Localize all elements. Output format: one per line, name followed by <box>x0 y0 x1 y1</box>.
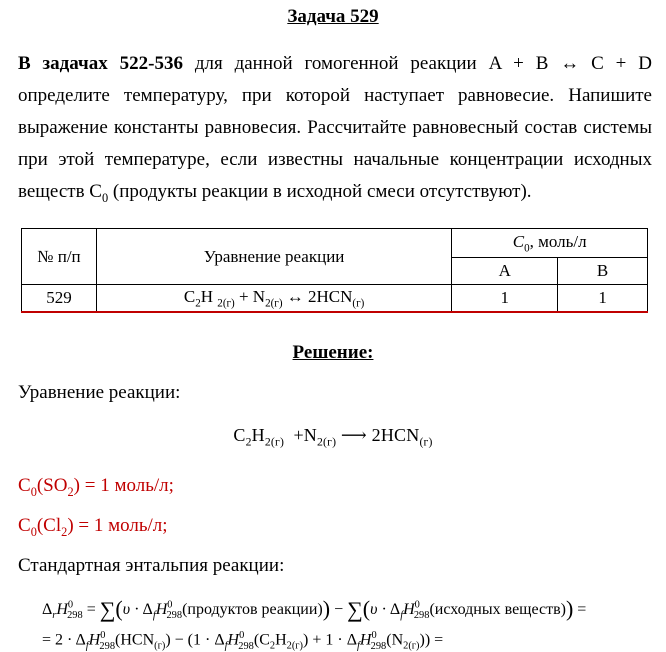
cell-b: 1 <box>558 285 648 313</box>
enthalpy-formula-2: = $2 \cdot \Delta_fH^0_{298}(HCN_{(г)}) - (1 \cdot \Delta_fH^0_{298}(C_2H_{2(г)}) + 1 \cdot \Delta_fH^0_{298}(N_{2(г)}))$ = <box>42 630 444 652</box>
header-number: № п/п <box>22 229 97 285</box>
equation-label: Уравнение реакции: <box>18 382 181 403</box>
cell-a: 1 <box>452 285 558 313</box>
solution-heading: Решение: <box>292 342 374 363</box>
header-equation: Уравнение реакции <box>96 229 451 285</box>
task-title: Задача 529 <box>287 6 379 27</box>
enthalpy-label: Стандартная энтальпия реакции: <box>18 555 285 576</box>
reaction-table <box>21 228 648 313</box>
task-statement <box>18 48 652 214</box>
table-header-row <box>22 229 648 258</box>
task-text-end: (продукты реакции в исходной смеси отсутствуют). <box>108 181 532 202</box>
cell-number: 529 <box>22 285 97 313</box>
c0-so2-line: $C_0(SO_2) = 1$ моль/л; <box>18 475 174 499</box>
c0-subscript: 0 <box>101 190 109 205</box>
enthalpy-formula-1: $\Delta_rH^0_{298} = \sum(\upsilon$ · $\Delta_fH^0_{298}(продуктов$ реакции)) − $\sum(\upsilon \cdot \Delta_fH^0_{298}(исходных$ веществ)) = <box>42 596 587 622</box>
long-arrow-icon: ⟶ <box>336 425 372 445</box>
c0-cl2-line: $C_0(Cl_2) = 1$ моль/л; <box>18 515 168 539</box>
reaction-equation: $C_2H_{2(г)} +N_{2(г)}$ ⟶ $2HCN_{(г)}$ <box>233 425 433 449</box>
header-col-b: B <box>558 258 648 285</box>
table-row <box>22 285 648 313</box>
header-concentration: $C_0$, моль/л <box>452 229 648 258</box>
task-text: для данной гомогенной реакции A + B ↔ C + D определите температуру, при которой наступает равновесие. Напишите выражение константы равновесия. Рассчитайте равновесный состав системы при этой температуре, если известны начальные концентрации исходных веществ C <box>18 53 652 202</box>
cell-equation: $C_2H$ $_{2(г)} + N_{2(г)}$ ↔ $2HCN_{(г)}$ <box>96 285 451 313</box>
task-lead: В задачах 522-536 <box>18 53 183 74</box>
header-col-a: A <box>452 258 558 285</box>
